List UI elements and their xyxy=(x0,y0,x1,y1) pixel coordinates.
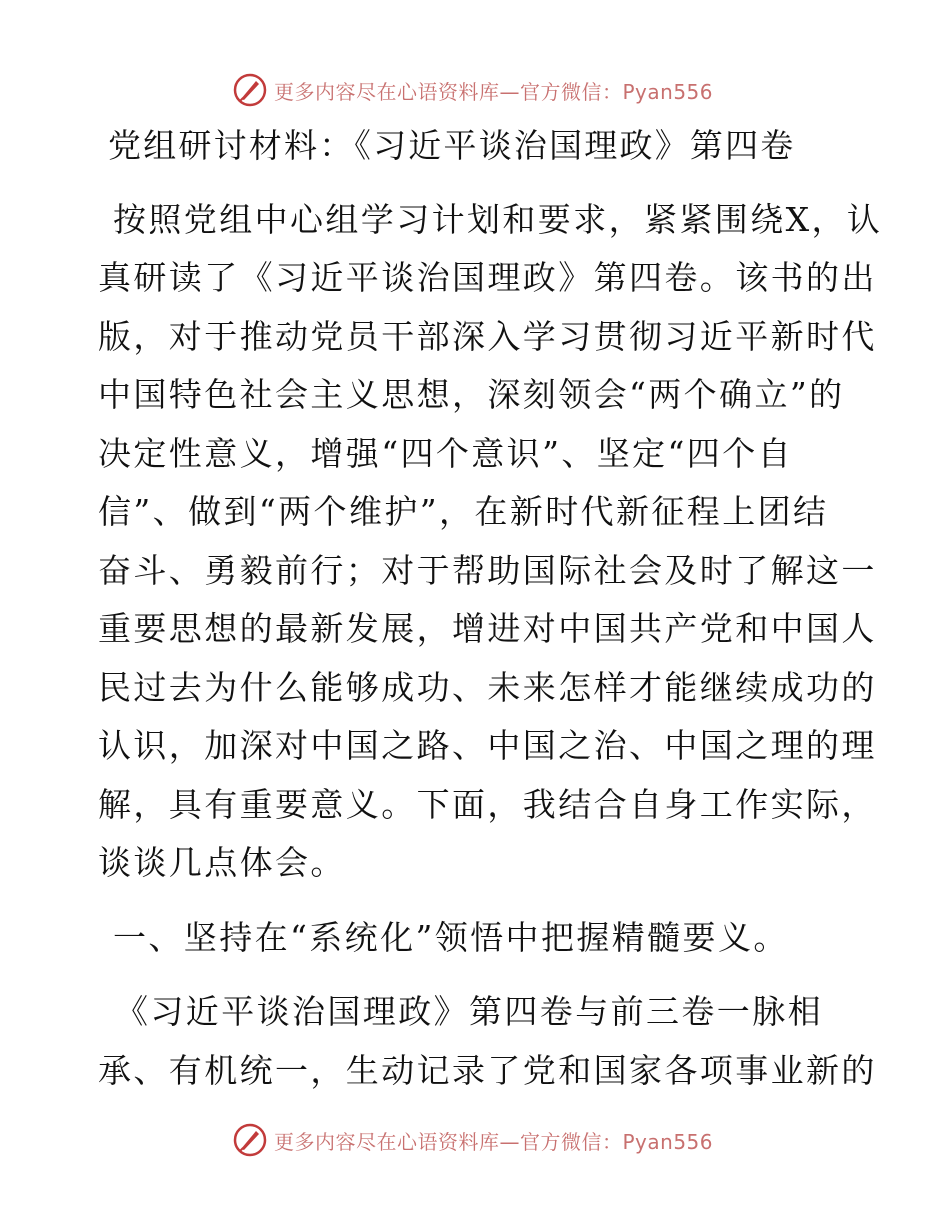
paragraph-line: 解，具有重要意义。下面，我结合自身工作实际， xyxy=(98,785,877,824)
paragraph-line: 承、有机统一，生动记录了党和国家各项事业新的 xyxy=(98,1051,877,1090)
paragraph-line: 信”、做到“两个维护”，在新时代新征程上团结 xyxy=(98,492,829,531)
footer-banner xyxy=(232,1120,713,1160)
banner-text: 更多内容尽在心语资料库—官方微信：Pyan556 xyxy=(274,79,714,104)
paragraph-line: 民过去为什么能够成功、未来怎样才能继续成功的 xyxy=(98,668,877,707)
header-banner xyxy=(232,70,713,110)
paragraph-line: 真研读了《习近平谈治国理政》第四卷。该书的出 xyxy=(98,258,877,297)
section-heading: 一、坚持在“系统化”领悟中把握精髓要义。 xyxy=(113,918,789,957)
paragraph-line: 决定性意义，增强“四个意识”、坚定“四个自 xyxy=(98,434,794,473)
quill-pen-icon xyxy=(232,1122,268,1158)
paragraph-line: 重要思想的最新发展，增进对中国共产党和中国人 xyxy=(98,609,877,648)
page-title: 党组研讨材料：《习近平谈治国理政》第四卷 xyxy=(108,126,796,165)
paragraph-line: 中国特色社会主义思想，深刻领会“两个确立”的 xyxy=(98,375,845,414)
paragraph-line: 认识，加深对中国之路、中国之治、中国之理的理 xyxy=(98,726,877,765)
banner-text: 更多内容尽在心语资料库—官方微信：Pyan556 xyxy=(274,1129,714,1154)
paragraph-line: 版，对于推动党员干部深入学习贯彻习近平新时代 xyxy=(98,317,877,356)
paragraph-line: 奋斗、勇毅前行；对于帮助国际社会及时了解这一 xyxy=(98,551,877,590)
quill-pen-icon xyxy=(232,72,268,108)
paragraph-line: 《习近平谈治国理政》第四卷与前三卷一脉相 xyxy=(115,992,823,1031)
paragraph-line: 谈谈几点体会。 xyxy=(98,843,346,882)
paragraph-line: 按照党组中心组学习计划和要求，紧紧围绕X，认 xyxy=(113,200,883,239)
